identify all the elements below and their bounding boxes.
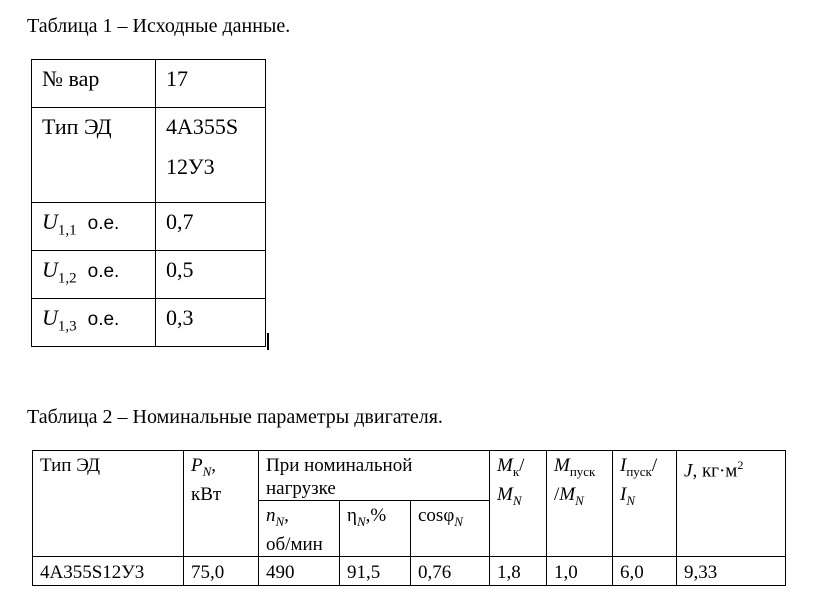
cell-mk-ratio: 1,8 bbox=[490, 556, 547, 585]
power-unit: кВт bbox=[191, 483, 222, 505]
variant-value: 17 bbox=[166, 66, 188, 91]
header-cell bbox=[340, 501, 411, 557]
speed-comma: , bbox=[284, 505, 289, 526]
voltage-value: 0,7 bbox=[166, 209, 194, 234]
cell-mp-ratio: 1,0 bbox=[547, 556, 613, 585]
header-cell bbox=[677, 451, 786, 557]
table1-caption: Таблица 1 – Исходные данные. bbox=[27, 15, 291, 37]
cell-efficiency: 91,5 bbox=[340, 556, 411, 585]
table2-caption: Таблица 2 – Номинальные параметры двигателя. bbox=[27, 406, 443, 428]
voltage-subscript: 1,1 bbox=[57, 222, 77, 239]
efficiency-subscript: N bbox=[356, 513, 366, 529]
speed-unit: об/мин bbox=[266, 533, 323, 555]
header-cell bbox=[33, 451, 184, 557]
efficiency-unit: ,% bbox=[365, 505, 387, 526]
mk-subscript: к bbox=[512, 463, 520, 479]
voltage-symbol: U bbox=[42, 305, 58, 330]
voltage-subscript: 1,2 bbox=[57, 270, 77, 287]
table-row bbox=[32, 251, 266, 299]
cell-ip-ratio: 6,0 bbox=[613, 556, 677, 585]
motor-type-label: Тип ЭД bbox=[42, 114, 112, 139]
header-cell bbox=[613, 451, 677, 557]
cell-power-factor: 0,76 bbox=[411, 556, 490, 585]
header-cell bbox=[411, 501, 490, 557]
power-comma: , bbox=[211, 455, 217, 476]
cell-speed: 490 bbox=[259, 556, 340, 585]
mk-denominator: M bbox=[497, 483, 513, 505]
mp-symbol: M bbox=[554, 455, 570, 476]
speed-symbol: n bbox=[266, 505, 276, 526]
cell-inertia: 9,33 bbox=[677, 556, 786, 585]
table-row bbox=[32, 60, 266, 108]
voltage-value: 0,5 bbox=[166, 257, 194, 282]
voltage-value: 0,3 bbox=[166, 305, 194, 330]
header-cell bbox=[259, 451, 490, 501]
mp-denominator-subscript: N bbox=[575, 492, 584, 508]
mk-symbol: M bbox=[497, 455, 513, 476]
ip-subscript: пуск bbox=[626, 463, 652, 479]
header-cell bbox=[547, 451, 613, 557]
table-row bbox=[32, 203, 266, 251]
motor-type-value-line1: 4А355S bbox=[166, 114, 239, 139]
power-symbol: P bbox=[191, 455, 203, 476]
table-edge-mark bbox=[267, 333, 269, 350]
value-cell bbox=[156, 60, 266, 108]
motor-type-header: Тип ЭД bbox=[40, 455, 101, 476]
value-cell bbox=[156, 299, 266, 347]
source-data-table bbox=[31, 59, 266, 347]
label-cell bbox=[32, 108, 156, 203]
label-cell bbox=[32, 299, 156, 347]
header-cell bbox=[490, 451, 547, 557]
inertia-unit: , кг·м bbox=[692, 460, 738, 482]
unit-label: о.е. bbox=[87, 261, 120, 282]
ip-symbol: I bbox=[620, 455, 627, 476]
value-cell bbox=[156, 108, 266, 203]
mp-denominator: M bbox=[559, 483, 576, 505]
label-cell bbox=[32, 251, 156, 299]
inertia-exponent: 2 bbox=[737, 458, 744, 472]
mk-slash: / bbox=[519, 455, 525, 476]
table-row bbox=[33, 556, 786, 585]
variant-label: № вар bbox=[42, 66, 100, 91]
label-cell bbox=[32, 203, 156, 251]
motor-parameters-table bbox=[32, 450, 786, 586]
header-cell bbox=[184, 451, 259, 557]
value-cell bbox=[156, 251, 266, 299]
voltage-symbol: U bbox=[42, 257, 58, 282]
ip-slash: / bbox=[651, 455, 658, 476]
table-row bbox=[32, 299, 266, 347]
power-factor-subscript: N bbox=[454, 513, 463, 529]
unit-label: о.е. bbox=[87, 309, 120, 330]
unit-label: о.е. bbox=[87, 213, 120, 234]
mk-denominator-subscript: N bbox=[512, 492, 522, 508]
efficiency-symbol: η bbox=[347, 505, 357, 526]
ip-denominator: I bbox=[620, 483, 627, 505]
speed-subscript: N bbox=[275, 513, 285, 529]
ip-denominator-subscript: N bbox=[626, 492, 635, 508]
power-factor-symbol: cosφ bbox=[418, 505, 455, 526]
nominal-load-header: При номинальной нагрузке bbox=[266, 455, 413, 499]
table-row bbox=[32, 108, 266, 203]
header-row bbox=[33, 451, 786, 501]
voltage-symbol: U bbox=[42, 209, 58, 234]
mp-subscript: пуск bbox=[569, 463, 596, 479]
header-cell bbox=[259, 501, 340, 557]
mp-slash: / bbox=[554, 483, 560, 505]
inertia-symbol: J bbox=[684, 460, 693, 482]
value-cell bbox=[156, 203, 266, 251]
cell-motor-type: 4А355S12У3 bbox=[33, 556, 184, 585]
label-cell bbox=[32, 60, 156, 108]
voltage-subscript: 1,3 bbox=[57, 318, 77, 335]
cell-power: 75,0 bbox=[184, 556, 259, 585]
motor-type-value-line2: 12У3 bbox=[166, 154, 215, 179]
power-subscript: N bbox=[202, 463, 212, 479]
